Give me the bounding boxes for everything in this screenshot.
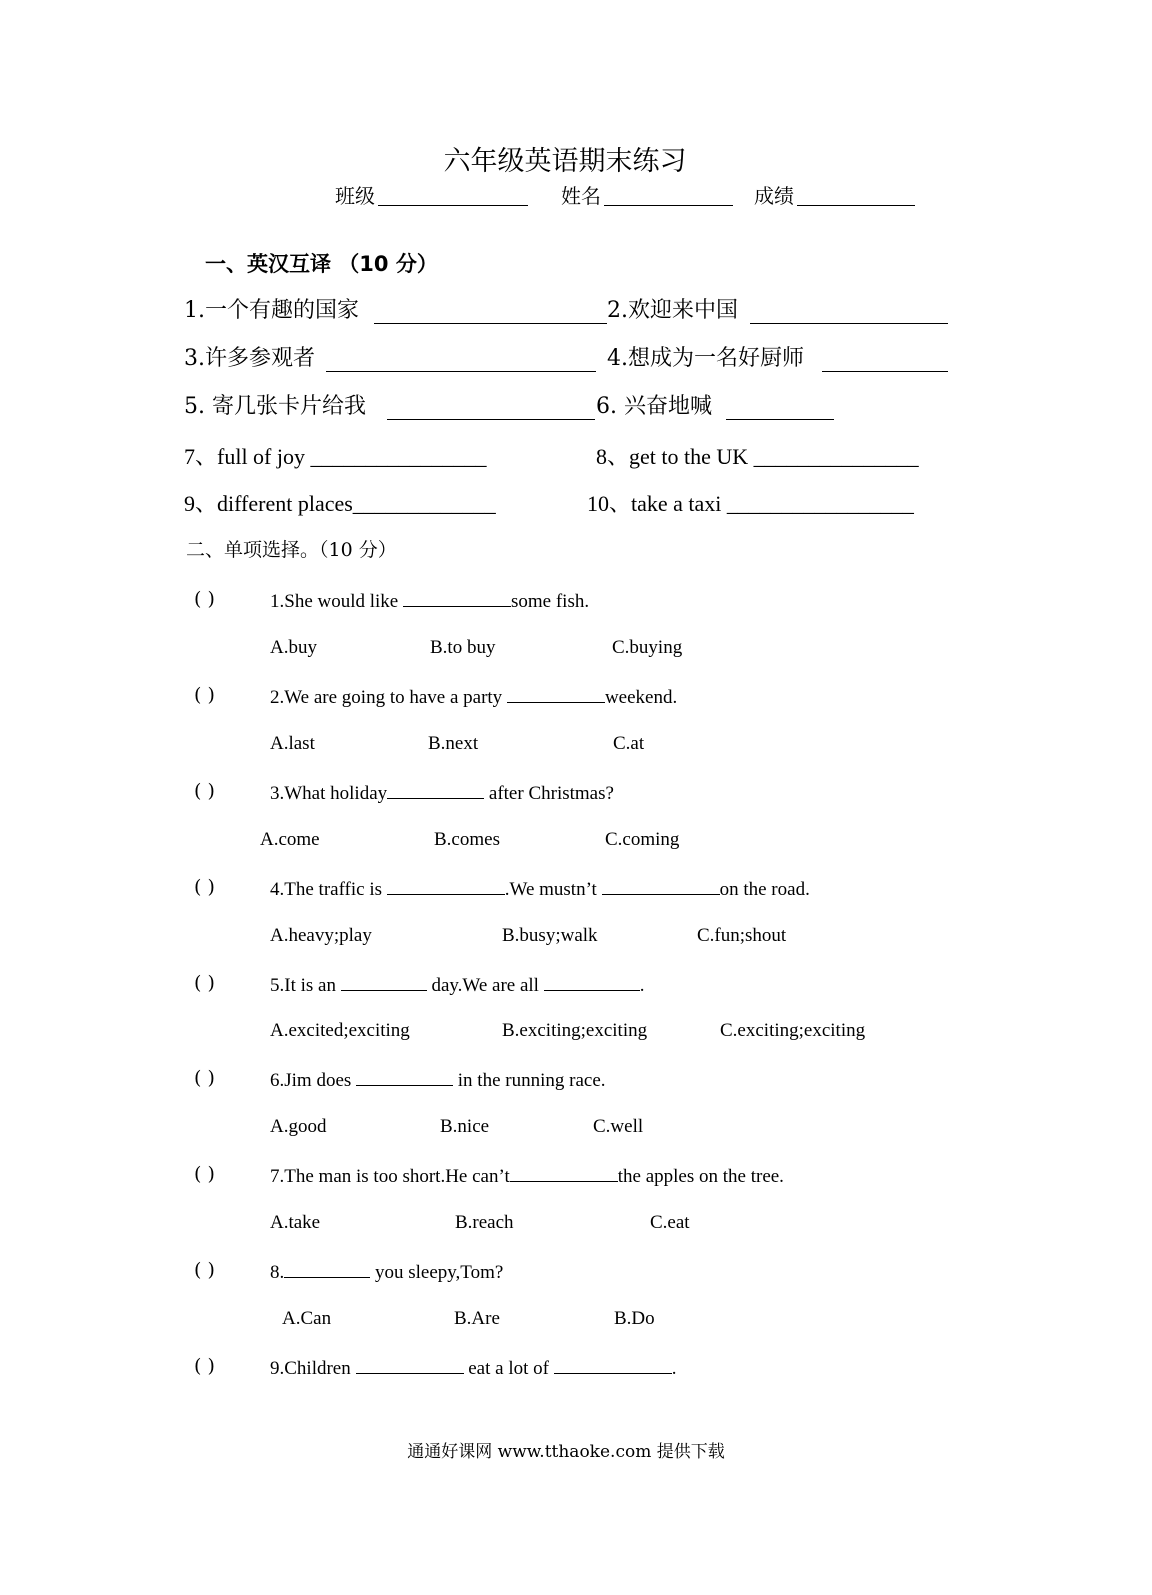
option[interactable]: A.heavy;play bbox=[270, 925, 372, 946]
question-text: 8. bbox=[270, 1262, 285, 1283]
question-5 bbox=[270, 974, 644, 995]
answer-line-3[interactable] bbox=[326, 348, 596, 372]
blank-line[interactable] bbox=[341, 974, 427, 991]
blank-line[interactable] bbox=[387, 878, 505, 895]
question-text: the apples on the tree. bbox=[617, 1166, 784, 1187]
option[interactable]: A.take bbox=[270, 1212, 321, 1233]
blank-line[interactable] bbox=[356, 1357, 464, 1374]
blank-line[interactable] bbox=[544, 974, 640, 991]
question-text: 6.Jim does bbox=[270, 1070, 357, 1091]
question-7 bbox=[270, 1165, 784, 1186]
option[interactable]: C.eat bbox=[650, 1212, 690, 1233]
answer-paren-3[interactable]: ( ) bbox=[194, 780, 215, 802]
option[interactable]: C.at bbox=[613, 733, 645, 754]
option[interactable]: A.buy bbox=[270, 637, 317, 658]
question-text: .We mustn’t bbox=[504, 879, 602, 900]
section2-heading: 二、单项选择。（10 分） bbox=[186, 539, 397, 561]
question-text: some fish. bbox=[511, 591, 590, 612]
question-text: 5.It is an bbox=[270, 975, 341, 996]
question-9 bbox=[270, 1357, 676, 1378]
question-text: 1.She would like bbox=[270, 591, 403, 612]
blank-line[interactable] bbox=[403, 590, 511, 607]
answer-line-4[interactable] bbox=[822, 348, 948, 372]
name-label: 姓名 bbox=[561, 184, 601, 208]
question-text: you sleepy,Tom? bbox=[370, 1262, 504, 1283]
option[interactable]: A.good bbox=[270, 1116, 327, 1137]
section1-heading: 一、英汉互译 （10 分） bbox=[205, 252, 438, 276]
answer-paren-5[interactable]: ( ) bbox=[194, 972, 215, 994]
translation-item-8: 8、get to the UK _______________ bbox=[596, 444, 919, 469]
class-label: 班级 bbox=[335, 184, 375, 208]
question-text: day.We are all bbox=[426, 975, 544, 996]
blank-line[interactable] bbox=[387, 782, 484, 799]
question-text: weekend. bbox=[604, 687, 678, 708]
page-title: 六年级英语期末练习 bbox=[443, 146, 687, 177]
option[interactable]: C.buying bbox=[612, 637, 683, 658]
option[interactable]: A.last bbox=[270, 733, 315, 754]
translation-item-10: 10、take a taxi _________________ bbox=[587, 491, 914, 516]
translation-item-4: 4.想成为一名好厨师 bbox=[607, 346, 804, 371]
option[interactable]: C.exciting;exciting bbox=[720, 1020, 866, 1041]
option[interactable]: B.to buy bbox=[430, 637, 496, 658]
option[interactable]: B.Are bbox=[454, 1308, 500, 1329]
blank-line[interactable] bbox=[602, 878, 720, 895]
blank-line[interactable] bbox=[284, 1261, 370, 1278]
footer-text: 通通好课网 www.tthaoke.com 提供下载 bbox=[407, 1442, 725, 1462]
answer-line-6[interactable] bbox=[726, 396, 834, 420]
option[interactable]: C.well bbox=[593, 1116, 644, 1137]
option[interactable]: B.busy;walk bbox=[502, 925, 598, 946]
question-text: . bbox=[639, 975, 645, 996]
option[interactable]: C.fun;shout bbox=[697, 925, 787, 946]
translation-item-3: 3.许多参观者 bbox=[184, 346, 315, 371]
option[interactable]: C.coming bbox=[605, 829, 680, 850]
question-text: on the road. bbox=[719, 879, 810, 900]
option[interactable]: B.reach bbox=[455, 1212, 514, 1233]
question-8 bbox=[270, 1261, 503, 1282]
option[interactable]: B.Do bbox=[614, 1308, 655, 1329]
class-field[interactable] bbox=[378, 186, 528, 206]
answer-paren-9[interactable]: ( ) bbox=[194, 1355, 215, 1377]
translation-item-7: 7、full of joy ________________ bbox=[184, 444, 487, 469]
option[interactable]: B.next bbox=[428, 733, 479, 754]
answer-line-1[interactable] bbox=[374, 300, 607, 324]
name-field[interactable] bbox=[604, 186, 733, 206]
translation-item-2: 2.欢迎来中国 bbox=[607, 298, 738, 323]
question-6 bbox=[270, 1069, 606, 1090]
answer-paren-7[interactable]: ( ) bbox=[194, 1163, 215, 1185]
blank-line[interactable] bbox=[356, 1069, 453, 1086]
translation-item-9: 9、different places_____________ bbox=[184, 491, 496, 516]
option[interactable]: B.comes bbox=[434, 829, 500, 850]
answer-line-2[interactable] bbox=[750, 300, 948, 324]
question-text: 4.The traffic is bbox=[270, 879, 387, 900]
question-text: 9.Children bbox=[270, 1358, 356, 1379]
score-label: 成绩 bbox=[754, 184, 794, 208]
option[interactable]: B.nice bbox=[440, 1116, 490, 1137]
question-text: after Christmas? bbox=[484, 783, 614, 804]
question-4 bbox=[270, 878, 810, 899]
question-3 bbox=[270, 782, 614, 803]
answer-paren-6[interactable]: ( ) bbox=[194, 1067, 215, 1089]
blank-line[interactable] bbox=[510, 1165, 618, 1182]
answer-paren-2[interactable]: ( ) bbox=[194, 684, 215, 706]
option[interactable]: A.excited;exciting bbox=[270, 1020, 410, 1041]
question-text: in the running race. bbox=[453, 1070, 606, 1091]
question-text: 7.The man is too short.He can’t bbox=[270, 1166, 510, 1187]
answer-paren-8[interactable]: ( ) bbox=[194, 1259, 215, 1281]
question-2 bbox=[270, 686, 677, 707]
question-text: 2.We are going to have a party bbox=[270, 687, 507, 708]
score-field[interactable] bbox=[797, 186, 915, 206]
question-text: eat a lot of bbox=[463, 1358, 554, 1379]
translation-item-5: 5. 寄几张卡片给我 bbox=[184, 394, 366, 419]
option[interactable]: B.exciting;exciting bbox=[502, 1020, 648, 1041]
translation-item-6: 6. 兴奋地喊 bbox=[596, 394, 712, 419]
blank-line[interactable] bbox=[554, 1357, 672, 1374]
blank-line[interactable] bbox=[507, 686, 605, 703]
translation-item-1: 1.一个有趣的国家 bbox=[184, 298, 359, 323]
question-text: . bbox=[671, 1358, 677, 1379]
option[interactable]: A.come bbox=[260, 829, 320, 850]
answer-paren-4[interactable]: ( ) bbox=[194, 876, 215, 898]
question-text: 3.What holiday bbox=[270, 783, 388, 804]
question-1 bbox=[270, 590, 589, 611]
option[interactable]: A.Can bbox=[282, 1308, 332, 1329]
answer-paren-1[interactable]: ( ) bbox=[194, 588, 215, 610]
answer-line-5[interactable] bbox=[387, 396, 595, 420]
